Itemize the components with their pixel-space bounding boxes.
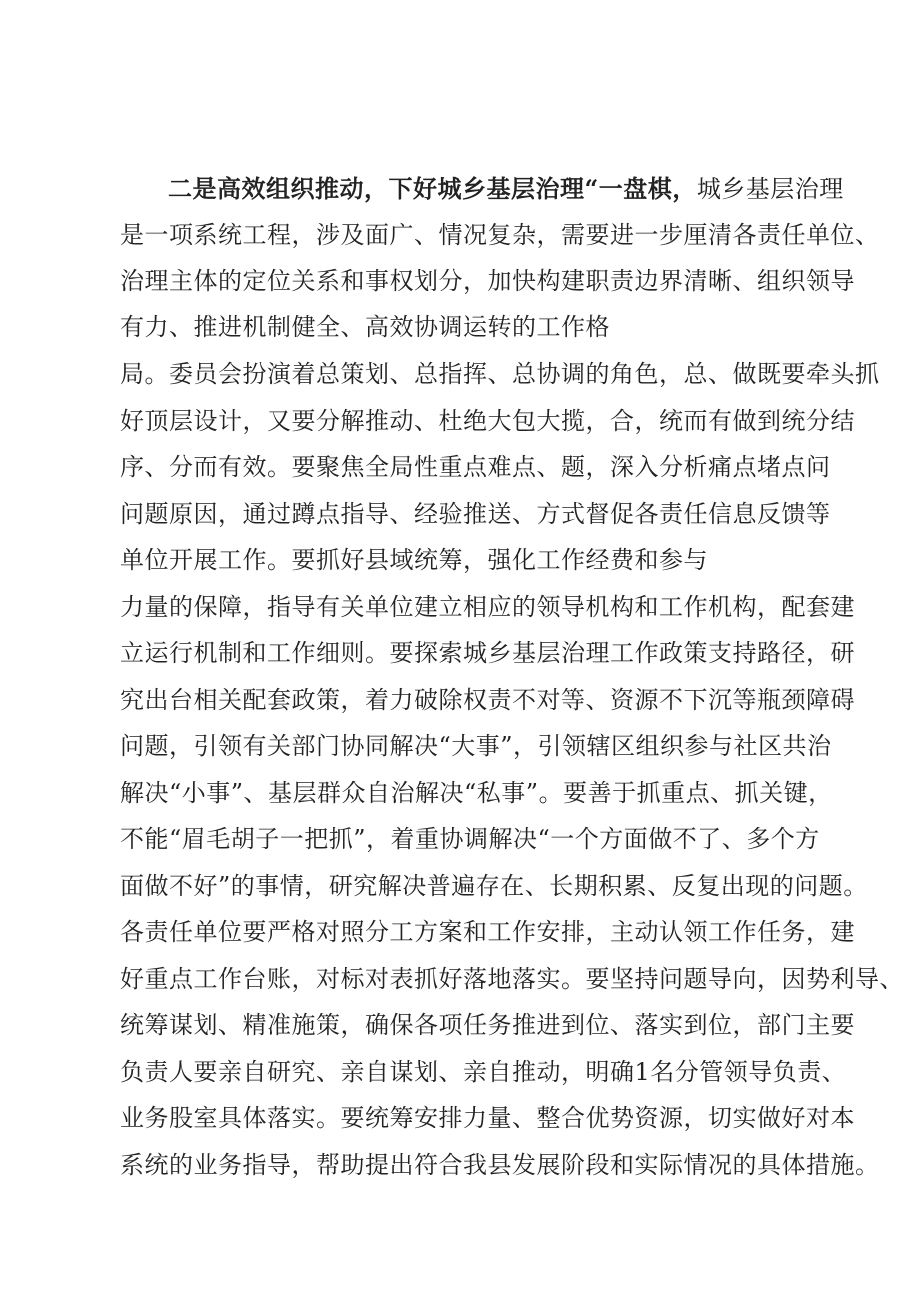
paragraph-line-17: 各责任单位要严格对照分工方案和工作安排，主动认领工作任务，建 <box>120 918 855 946</box>
lead-heading: 二是高效组织推动，下好城乡基层治理“一盘棋， <box>168 174 697 203</box>
paragraph-line-12: 究出台相关配套政策，着力破除权责不对等、资源不下沉等瓶颈障碍 <box>120 686 855 714</box>
paragraph-line-5: 局。委员会扮演着总策划、总指挥、总协调的角色，总、做既要牵头抓 <box>120 360 880 388</box>
paragraph-line-22: 系统的业务指导，帮助提出符合我县发展阶段和实际情况的具体措施。 <box>120 1151 880 1179</box>
paragraph-text: 城乡基层治理 <box>696 175 844 203</box>
paragraph-line-7: 序、分而有效。要聚焦全局性重点难点、题，深入分析痛点堵点问 <box>120 453 831 481</box>
paragraph-line-16: 面做不好”的事情，研究解决普遍存在、长期积累、反复出现的问题。 <box>120 872 868 900</box>
paragraph-line-11: 立运行机制和工作细则。要探索城乡基层治理工作政策支持路径，研 <box>120 639 855 667</box>
paragraph-line-8: 问题原因，通过蹲点指导、经验推送、方式督促各责任信息反馈等 <box>120 500 831 528</box>
paragraph-line-14: 解决“小事”、基层群众自治解决“私事”。要善于抓重点、抓关键， <box>120 779 833 807</box>
paragraph-line-21: 业务股室具体落实。要统筹安排力量、整合优势资源，切实做好对本 <box>120 1104 855 1132</box>
paragraph-line-9: 单位开展工作。要抓好县域统筹，强化工作经费和参与 <box>120 546 708 574</box>
paragraph-line-18: 好重点工作台账，对标对表抓好落地落实。要坚持问题导向，因势利导、 <box>120 965 904 993</box>
paragraph-line-10: 力量的保障，指导有关单位建立相应的领导机构和工作机构，配套建 <box>120 593 855 621</box>
paragraph-line-15: 不能“眉毛胡子一把抓”，着重协调解决“一个方面做不了、多个方 <box>120 825 820 853</box>
paragraph-line-6: 好顶层设计，又要分解推动、杜绝大包大揽，合，统而有做到统分结 <box>120 407 855 435</box>
paragraph-line-19: 统筹谋划、精准施策，确保各项任务推进到位、落实到位，部门主要 <box>120 1011 855 1039</box>
paragraph-line-4: 有力、推进机制健全、高效协调运转的工作格 <box>120 313 610 341</box>
paragraph-line-3: 治理主体的定位关系和事权划分，加快构建职责边界清晰、组织领导 <box>120 267 855 295</box>
paragraph-line-20: 负责人要亲自研究、亲自谋划、亲自推动，明确1名分管领导负责、 <box>120 1058 847 1086</box>
paragraph-line-13: 问题，引领有关部门协同解决“大事”，引领辖区组织参与社区共治 <box>120 732 832 760</box>
paragraph-line-2: 是一项系统工程，涉及面广、情况复杂，需要进一步厘清各责任单位、 <box>120 221 880 249</box>
paragraph-line-1 <box>168 173 844 205</box>
